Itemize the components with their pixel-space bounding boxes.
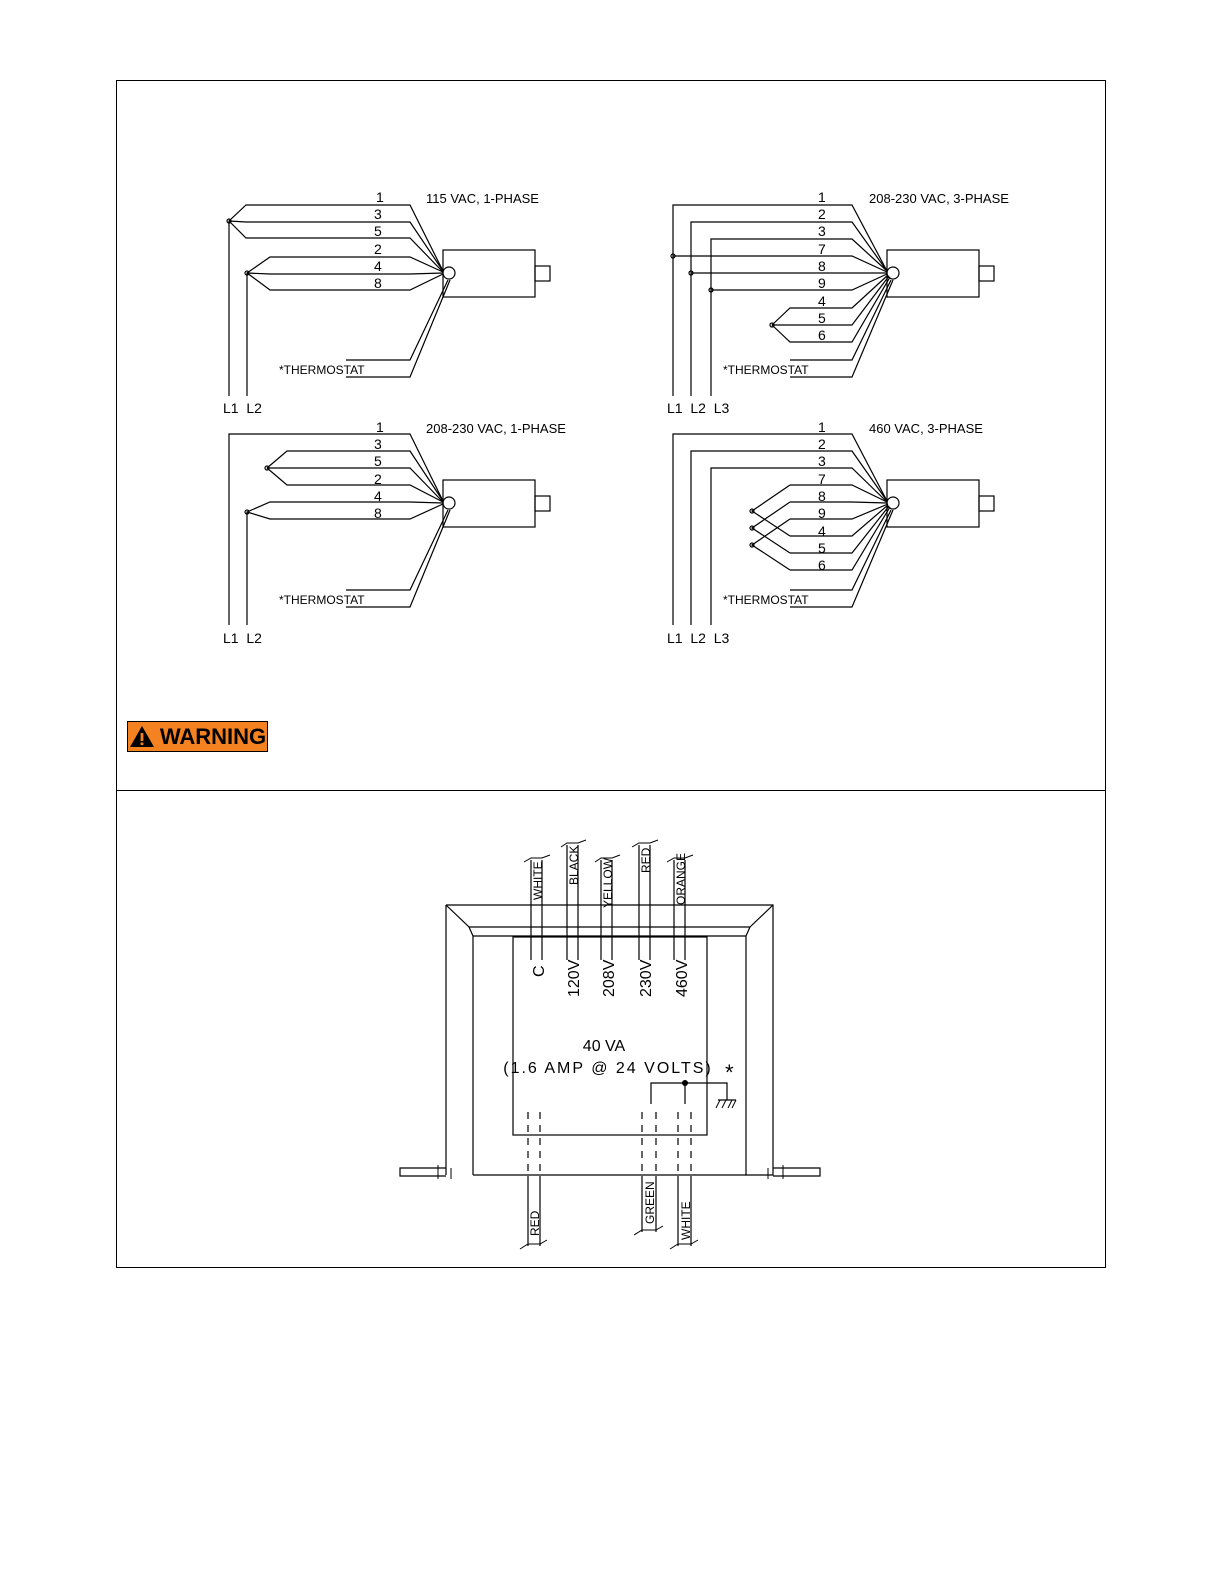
lead-label: 2 (374, 241, 382, 257)
tap-label: 120V (566, 959, 583, 997)
diagram-208-230vac-1phase (223, 419, 566, 646)
lead-label: 6 (818, 327, 826, 343)
motor-body (887, 250, 979, 297)
wire-label-white-bottom: WHITE (679, 1201, 693, 1240)
lead-label: 7 (818, 471, 826, 487)
thermostat-label: *THERMOSTAT (723, 363, 809, 377)
wire-label-yellow: YELLOW (601, 857, 615, 908)
lead-label: 2 (374, 471, 382, 487)
diagram-460vac-3phase (667, 419, 994, 646)
motor-shaft (979, 496, 994, 511)
lead-label: 8 (374, 275, 382, 291)
lead-label: 8 (818, 258, 826, 274)
thermostat-label: *THERMOSTAT (723, 593, 809, 607)
rating-detail: (1.6 AMP @ 24 VOLTS) (503, 1060, 713, 1077)
lead-label: 9 (818, 275, 826, 291)
lead-label: 2 (818, 206, 826, 222)
line-labels: L1 L2 L3 (667, 630, 730, 646)
lead-label: 8 (818, 488, 826, 504)
diagram-115vac-1phase (223, 189, 550, 416)
wire-label-orange: ORANGE (674, 852, 688, 905)
lead-label: 4 (818, 523, 826, 539)
motor-terminal (443, 267, 455, 279)
lead-label: 3 (818, 223, 826, 239)
wire-label-green: GREEN (643, 1181, 657, 1224)
wire-label-red-bottom: RED (528, 1210, 542, 1236)
lead-label: 1 (818, 189, 826, 205)
motor-body (443, 480, 535, 527)
diagram-title: 208-230 VAC, 3-PHASE (869, 191, 1009, 206)
diagram-208-230vac-3phase (667, 189, 1009, 416)
wire-label-white: WHITE (531, 861, 545, 900)
lead-label: 3 (818, 453, 826, 469)
tap-label: C (531, 965, 548, 977)
diagram-title: 208-230 VAC, 1-PHASE (426, 421, 566, 436)
warning-label: WARNING (159, 723, 267, 749)
rating-label: 40 VA (582, 1038, 626, 1055)
tap-label: 208V (601, 959, 618, 997)
motor-body (887, 480, 979, 527)
lead-label: 4 (818, 293, 826, 309)
lead-label: 5 (374, 453, 382, 469)
diagram-title: 460 VAC, 3-PHASE (869, 421, 983, 436)
asterisk-note: * (725, 1060, 734, 1085)
diagram-title: 115 VAC, 1-PHASE (426, 191, 539, 206)
tap-label: 460V (674, 959, 691, 997)
lead-label: 1 (376, 189, 384, 205)
lead-label: 5 (818, 540, 826, 556)
motor-shaft (979, 266, 994, 281)
lead-label: 6 (818, 557, 826, 573)
line-labels: L1 L2 (223, 630, 262, 646)
lead-label: 3 (374, 206, 382, 222)
lead-label: 4 (374, 488, 382, 504)
tap-label: 230V (638, 959, 655, 997)
wire-label-black: BLACK (567, 845, 581, 885)
thermostat-label: *THERMOSTAT (279, 363, 365, 377)
lead-label: 3 (374, 436, 382, 452)
warning-triangle-icon (129, 725, 155, 748)
lead-label: 7 (818, 241, 826, 257)
lead-label: 5 (818, 310, 826, 326)
motor-shaft (535, 266, 550, 281)
transformer-diagram (400, 840, 820, 1249)
motor-body (443, 250, 535, 297)
motor-shaft (535, 496, 550, 511)
warning-badge (127, 721, 268, 752)
lead-label: 1 (818, 419, 826, 435)
line-labels: L1 L2 L3 (667, 400, 730, 416)
thermostat-label: *THERMOSTAT (279, 593, 365, 607)
motor-terminal (443, 497, 455, 509)
lead-label: 1 (376, 419, 384, 435)
lead-label: 9 (818, 505, 826, 521)
wire-label-red: RED (639, 847, 653, 873)
lead-label: 5 (374, 223, 382, 239)
line-labels: L1 L2 (223, 400, 262, 416)
lead-label: 2 (818, 436, 826, 452)
lead-label: 4 (374, 258, 382, 274)
lead-label: 8 (374, 505, 382, 521)
